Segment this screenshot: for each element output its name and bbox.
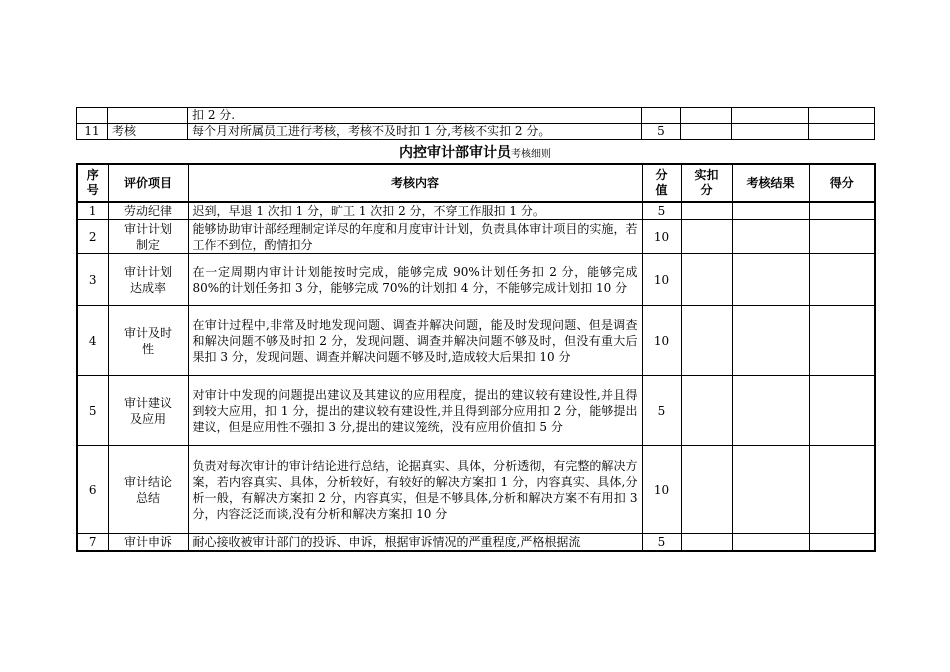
score-value: 10 [642,254,681,306]
section-title-sub: 考核细则 [511,149,551,160]
evaluation-content: 迟到，早退 1 次扣 1 分，旷工 1 次扣 2 分，不穿工作服扣 1 分。 [188,202,642,220]
header-no: 序 号 [77,164,108,202]
score-value: 10 [642,220,681,254]
table-row [77,220,875,254]
table-row [77,108,875,124]
row-number: 2 [77,220,108,254]
previous-table [76,107,875,140]
evaluation-result [732,376,809,446]
row-number: 4 [77,306,108,376]
final-score [809,254,875,306]
row-number: 5 [77,376,108,446]
table-row [77,446,875,534]
evaluation-content: 每个月对所属员工进行考核，考核不及时扣 1 分,考核不实扣 2 分。 [188,124,642,140]
evaluation-content: 对审计中发现的问题提出建议及其建议的应用程度，提出的建议较有建设性,并且得到较大应用，扣 1 分，提出的建议较有建设性,并且得到部分应用扣 2 分，能够提出建议，但是应用性不强扣 3 分,提出的建议笼统，没有应用价值扣 5 分 [188,376,642,446]
actual-deduction [681,202,732,220]
row-number [77,108,108,124]
evaluation-content: 能够协助审计部经理制定详尽的年度和月度审计计划，负责具体审计项目的实施，若工作不到位，酌情扣分 [188,220,642,254]
header-item: 评价项目 [108,164,188,202]
evaluation-result [732,254,809,306]
evaluation-content: 负责对每次审计的审计结论进行总结，论据真实、具体，分析透彻，有完整的解决方案，若内容真实、具体，分析较好，有较好的解决方案扣 1 分，内容真实、具体,分析一般，有解决方案扣 2 分，内容真实，但是不够具体,分析和解决方案不有用扣 3 分，内容泛泛而谈,没有分析和解决方案扣 10 分 [188,446,642,534]
evaluation-result [732,220,809,254]
evaluation-item: 审计结论 总结 [108,446,188,534]
evaluation-result [732,202,809,220]
actual-deduction [681,220,732,254]
header-result: 考核结果 [732,164,809,202]
evaluation-content: 耐心接收被审计部门的投诉、申诉，根据审诉情况的严重程度,严格根据流 [188,534,642,552]
actual-deduction [681,306,732,376]
final-score [809,124,875,140]
actual-deduction [681,376,732,446]
header-content: 考核内容 [188,164,642,202]
score-value: 5 [642,534,681,552]
table-row [77,124,875,140]
table-row [77,202,875,220]
table-row [77,376,875,446]
header-score: 分 值 [642,164,681,202]
evaluation-content: 扣 2 分. [188,108,642,124]
section-title [76,144,874,164]
final-score [809,534,875,552]
actual-deduction [681,534,732,552]
table-row [77,534,875,552]
final-score [809,202,875,220]
actual-deduction [681,446,732,534]
table-row [77,254,875,306]
score-value: 5 [642,124,681,140]
table-row [77,306,875,376]
row-number: 7 [77,534,108,552]
score-value: 5 [642,202,681,220]
header-points: 得分 [809,164,875,202]
score-value: 10 [642,446,681,534]
evaluation-result [732,446,809,534]
actual-deduction [681,108,732,124]
final-score [809,220,875,254]
row-number: 6 [77,446,108,534]
header-deduct: 实扣 分 [681,164,732,202]
final-score [809,108,875,124]
evaluation-item: 审计申诉 [108,534,188,552]
actual-deduction [681,124,732,140]
header-row [77,164,875,202]
evaluation-item: 审计及时 性 [108,306,188,376]
final-score [809,376,875,446]
evaluation-item [108,108,188,124]
evaluation-item: 审计计划 达成率 [108,254,188,306]
score-value [642,108,681,124]
final-score [809,306,875,376]
row-number: 3 [77,254,108,306]
evaluation-item: 劳动纪律 [108,202,188,220]
evaluation-item: 审计计划 制定 [108,220,188,254]
evaluation-result [732,108,809,124]
evaluation-result [732,124,809,140]
actual-deduction [681,254,732,306]
row-number: 1 [77,202,108,220]
evaluation-content: 在一定周期内审计计划能按时完成，能够完成 90%计划任务扣 2 分，能够完成 80%的计划任务扣 3 分，能够完成 70%的计划扣 4 分，不能够完成计划扣 10 分 [188,254,642,306]
row-number: 11 [77,124,108,140]
evaluation-result [732,534,809,552]
assessment-table [76,163,876,552]
score-value: 10 [642,306,681,376]
evaluation-item: 审计建议 及应用 [108,376,188,446]
evaluation-item: 考核 [108,124,188,140]
score-value: 5 [642,376,681,446]
final-score [809,446,875,534]
evaluation-result [732,306,809,376]
section-title-main: 内控审计部审计员 [399,145,511,161]
evaluation-content: 在审计过程中,非常及时地发现问题、调查并解决问题，能及时发现问题、但是调查和解决问题不够及时扣 2 分，发现问题、调查并解决问题不够及时，但没有重大后果扣 3 分，发现问题、调查并解决问题不够及时,造成较大后果扣 10 分 [188,306,642,376]
